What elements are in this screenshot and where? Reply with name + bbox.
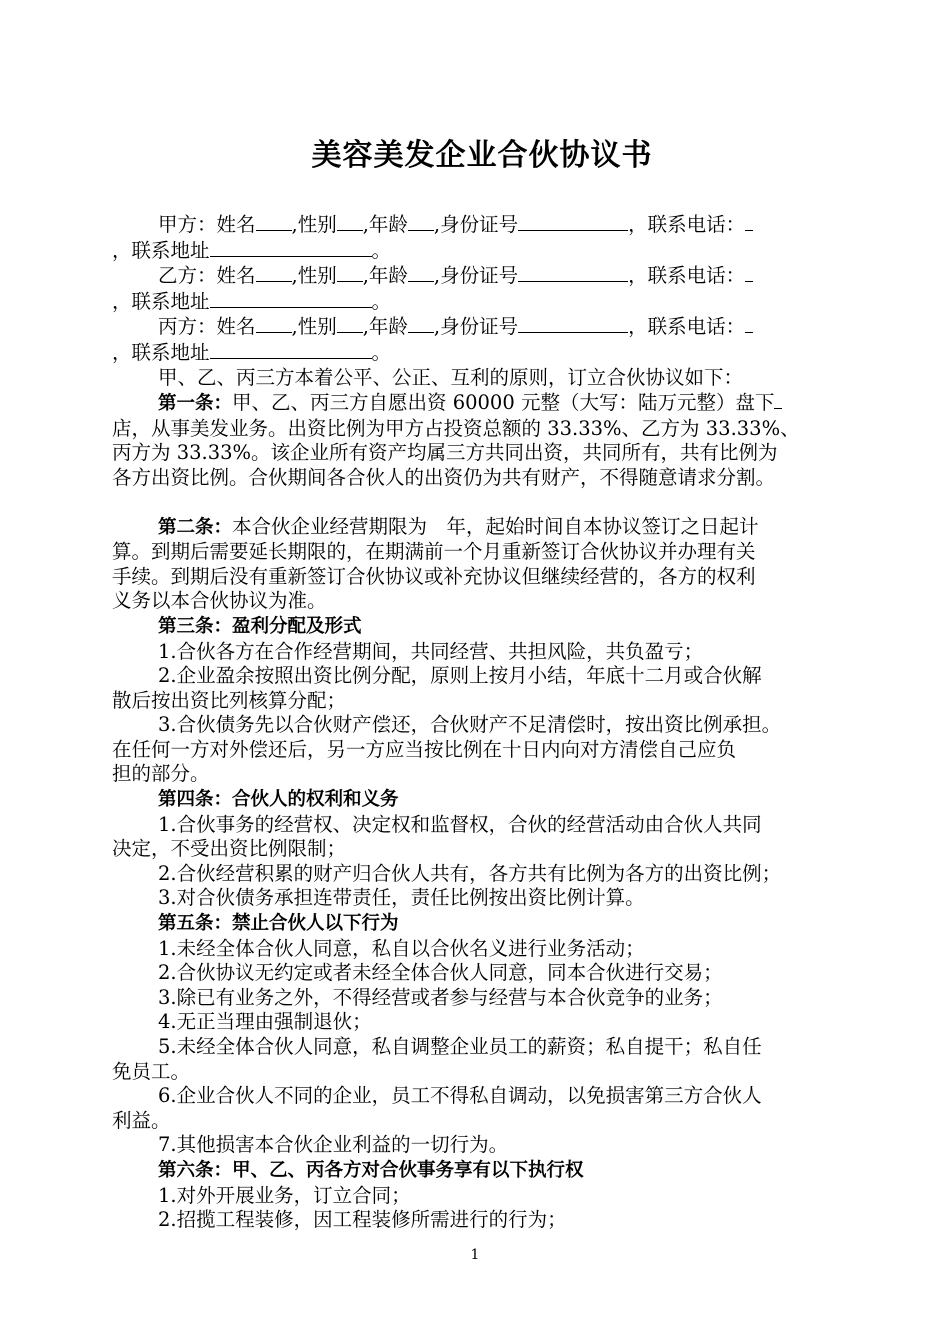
list-item: 1.对外开展业务，订立合同； (158, 1183, 411, 1207)
blank-field (210, 289, 372, 308)
list-item: 1.未经全体合伙人同意，私自以合伙名义进行业务活动； (158, 936, 645, 960)
blank-field (408, 314, 434, 333)
article-text: 丙方为 33.33%。该企业所有资产均属三方共同出资，共同所有，共有比例为 (112, 441, 778, 465)
list-item: 4.无正当理由强制退伙； (158, 1010, 372, 1034)
article-2 (112, 515, 852, 541)
article-4 (112, 787, 852, 813)
list-item: 1.合伙事务的经营权、决定权和监督权，合伙的经营活动由合伙人共同 (158, 812, 762, 836)
blank-field (256, 212, 292, 231)
blank-field (745, 263, 753, 282)
party-address-line (112, 238, 852, 264)
list-item: 利益。 (112, 1108, 171, 1132)
field-label: ，联系电话： (628, 315, 746, 339)
field-label: ,身份证号 (433, 213, 519, 236)
party-address-line (112, 340, 852, 366)
blank-field (518, 314, 628, 333)
party-label: 丙方：姓名 (158, 315, 256, 339)
list-item: 5.未经全体合伙人同意，私自调整企业员工的薪资；私自提干；私自任 (158, 1035, 762, 1058)
article-text: 本合伙企业经营期限为 年，起始时间自本协议签订之日起计 (232, 514, 759, 538)
party-label: 甲方：姓名 (158, 213, 256, 236)
blank-field (337, 212, 363, 231)
document-page (112, 118, 852, 1233)
blank-field (256, 314, 292, 333)
article-heading: 第三条：盈利分配及形式 (158, 615, 362, 637)
article-text: 店，从事美发业务。出资比例为甲方占投资总额的 33.33%、乙方为 33.33%、 (112, 416, 800, 440)
article-heading: 第一条： (158, 393, 233, 415)
field-label: ，联系地址 (112, 289, 210, 313)
blank-field (210, 238, 372, 257)
article-text: 义务以本合伙协议为准。 (112, 589, 327, 613)
punct: 。 (371, 340, 392, 364)
field-label: ,身份证号 (433, 264, 519, 288)
party-line (112, 212, 852, 238)
list-item: 3.合伙债务先以合伙财产偿还，合伙财产不足清偿时，按出资比例承担。 (158, 713, 782, 737)
field-label: ，联系地址 (112, 238, 210, 262)
party-address-line (112, 289, 852, 315)
blank-field (774, 390, 782, 409)
page-title: 美容美发企业合伙协议书 (311, 138, 653, 173)
article-heading: 第六条：甲、乙、丙各方对合伙事务享有以下执行权 (158, 1159, 584, 1181)
field-label: ,性别 (291, 315, 337, 339)
intro-paragraph: 甲、乙、丙三方本着公平、公正、互利的原则，订立合伙协议如下： (158, 365, 744, 389)
list-item: 决定，不受出资比例限制； (112, 837, 347, 861)
list-item: 2.企业盈余按照出资比例分配，原则上按月小结，年底十二月或合伙解 (158, 664, 762, 688)
article-heading: 第二条： (158, 516, 233, 538)
blank-field (745, 212, 753, 231)
article-heading: 第四条：合伙人的权利和义务 (158, 789, 399, 811)
blank-field (210, 340, 372, 359)
blank-field (518, 212, 628, 231)
field-label: ,性别 (291, 213, 337, 236)
party-line (112, 263, 852, 289)
field-label: ,年龄 (362, 213, 408, 236)
list-item: 免员工。 (112, 1059, 191, 1083)
list-item: 7.其他损害本合伙企业利益的一切行为。 (158, 1133, 509, 1157)
field-label: ，联系电话： (628, 264, 746, 288)
article-5 (112, 911, 852, 937)
list-item: 1.合伙各方在合作经营期间，共同经营、共担风险，共负盈亏； (158, 639, 704, 663)
article-text: 手续。到期后没有重新签订合伙协议或补充协议但继续经营的，各方的权利 (112, 564, 756, 588)
party-line (112, 314, 852, 340)
blank-field (337, 263, 363, 282)
paragraph-gap (112, 491, 852, 515)
party-label: 乙方：姓名 (158, 264, 256, 288)
blank-field (408, 212, 434, 231)
list-item: 2.合伙协议无约定或者未经全体合伙人同意，同本合伙进行交易； (158, 961, 723, 985)
list-item: 散后按出资比列核算分配； (112, 688, 347, 712)
list-item: 3.除已有业务之外，不得经营或者参与经营与本合伙竞争的业务； (158, 985, 723, 1009)
blank-field (256, 263, 292, 282)
field-label: ,年龄 (362, 315, 408, 339)
blank-field (745, 314, 753, 333)
article-heading: 第五条：禁止合伙人以下行为 (158, 913, 399, 935)
field-label: ，联系地址 (112, 340, 210, 364)
article-3 (112, 614, 852, 640)
field-label: ,性别 (291, 264, 337, 288)
list-item: 2.合伙经营积累的财产归合伙人共有，各方共有比例为各方的出资比例； (158, 861, 782, 885)
field-label: ,身份证号 (433, 315, 519, 339)
field-label: ,年龄 (362, 264, 408, 288)
article-text: 甲、乙、丙三方自愿出资 60000 元整（大写：陆万元整）盘下 (232, 391, 775, 415)
field-label: ，联系电话： (628, 213, 746, 236)
article-text: 算。到期后需要延长期限的，在期满前一个月重新签订合伙协议并办理有关 (112, 540, 756, 564)
list-item: 3.对合伙债务承担连带责任，责任比例按出资比例计算。 (158, 886, 645, 910)
article-1 (112, 390, 852, 417)
blank-field (408, 263, 434, 282)
punct: 。 (371, 289, 392, 313)
page-number: 1 (470, 1247, 480, 1263)
list-item: 2.招揽工程装修，因工程装修所需进行的行为； (158, 1208, 567, 1232)
blank-field (337, 314, 363, 333)
list-item: 在任何一方对外偿还后，另一方应当按比例在十日内向对方清偿自己应负 (112, 737, 737, 761)
article-6 (112, 1158, 852, 1184)
list-item: 6.企业合伙人不同的企业，员工不得私自调动，以免损害第三方合伙人 (158, 1084, 762, 1108)
list-item: 担的部分。 (112, 762, 210, 786)
article-text: 各方出资比例。合伙期间各合伙人的出资仍为共有财产，不得随意请求分割。 (112, 465, 776, 489)
punct: 。 (371, 238, 392, 262)
blank-field (518, 263, 628, 282)
